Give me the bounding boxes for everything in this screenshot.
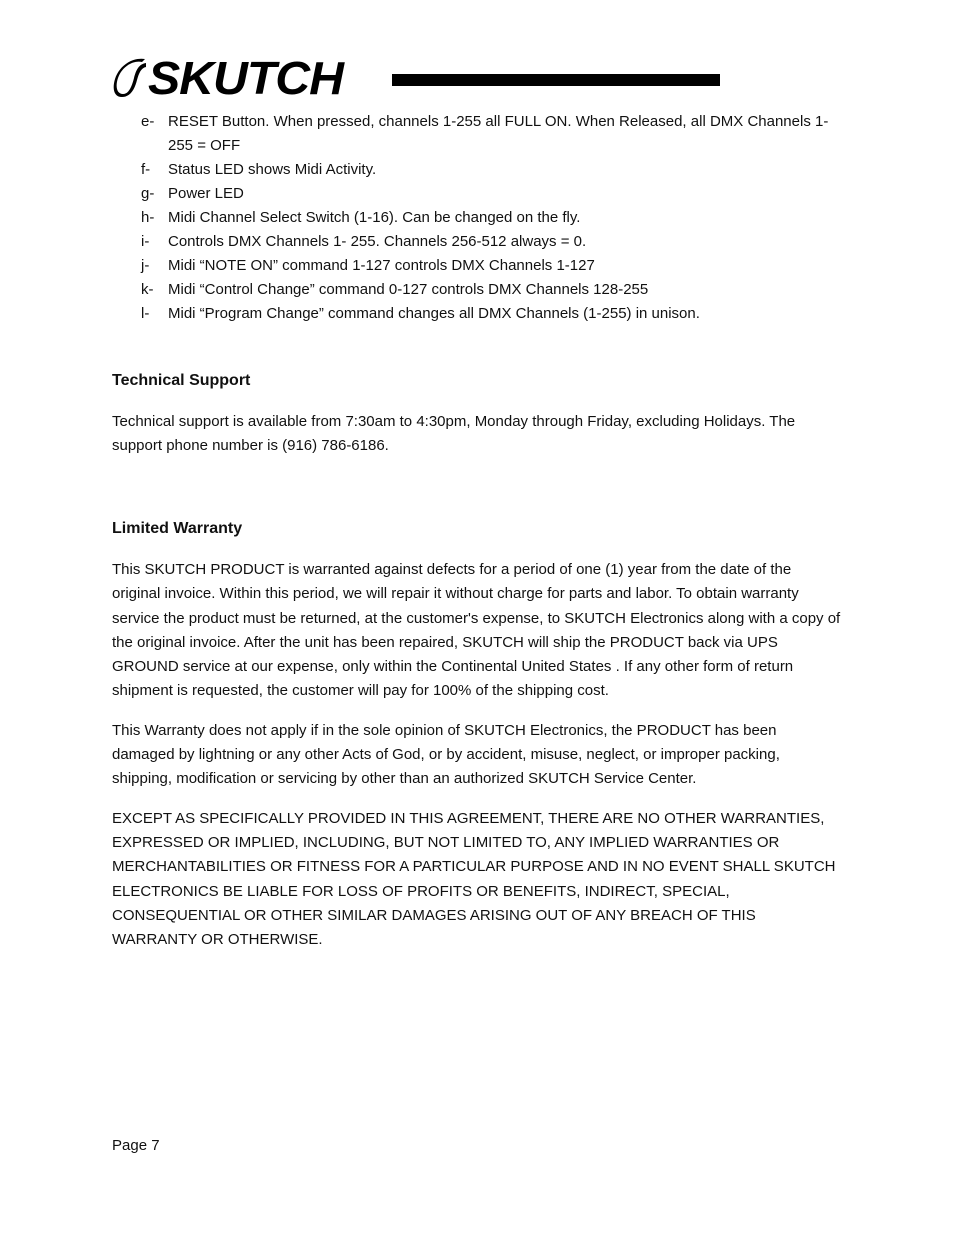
header-rule [392, 74, 720, 86]
list-text: Controls DMX Channels 1- 255. Channels 256-512 always = 0. [168, 233, 587, 250]
logo-wordmark: SKUTCH [148, 52, 343, 104]
page-content [112, 110, 842, 952]
warranty-disclaimer: EXCEPT AS SPECIFICALLY PROVIDED IN THIS AGREEMENT, THERE ARE NO OTHER WARRANTIES, EXPRESSED OR IMPLIED, INCLUDING, BUT NOT LIMITED TO, ANY IMPLIED WARRANTIES OR MERCHANTABILITIES OR FITNESS FOR A PARTICULAR PURPOSE AND IN NO EVENT SHALL SKUTCH ELECTRONICS BE LIABLE FOR LOSS OF PROFITS OR BENEFITS, INDIRECT, SPECIAL, CONSEQUENTIAL OR OTHER SIMILAR DAMAGES ARISING OUT OF ANY BREACH OF THIS WARRANTY OR OTHERWISE. [112, 809, 836, 949]
list-item [112, 206, 842, 230]
limited-warranty-heading: Limited Warranty [112, 520, 243, 537]
technical-support-heading: Technical Support [112, 372, 251, 389]
warranty-paragraph: This Warranty does not apply if in the sole opinion of SKUTCH Electronics, the PRODUCT has been damaged by lightning or any other Acts of God, or by accident, misuse, neglect, or improper packing, shipping, modification or servicing by other than an authorized SKUTCH Service Center. [112, 721, 780, 788]
list-text: Status LED shows Midi Activity. [168, 161, 377, 178]
list-item [112, 278, 842, 302]
list-marker: l- [141, 305, 150, 322]
list-marker: f- [141, 161, 151, 178]
list-text: RESET Button. When pressed, channels 1-255 all FULL ON. When Released, all DMX Channels 1-255 = OFF [168, 113, 829, 154]
list-item [112, 302, 842, 326]
list-text: Midi “Program Change” command changes all DMX Channels (1-255) in unison. [168, 305, 700, 322]
warranty-paragraph: This SKUTCH PRODUCT is warranted against defects for a period of one (1) year from the date of the original invoice. Within this period, we will repair it without charge for parts and labor. To obtain warranty service the product must be returned, at the customer's expense, to SKUTCH Electronics along with a copy of the original invoice. After the unit has been repaired, SKUTCH will ship the PRODUCT back via UPS GROUND service at our expense, only within the Continental United States . If any other form of return shipment is requested, the customer will pay for 100% of the shipping cost. [112, 561, 841, 700]
page-header [112, 52, 732, 104]
logo-swoosh-icon [112, 56, 150, 100]
list-item [112, 182, 842, 206]
list-item [112, 158, 842, 182]
list-marker: h- [141, 209, 155, 226]
list-item [112, 254, 842, 278]
list-marker: j- [141, 257, 150, 274]
skutch-logo [112, 52, 343, 104]
list-text: Midi “NOTE ON” command 1-127 controls DMX Channels 1-127 [168, 257, 595, 274]
list-text: Power LED [168, 185, 244, 202]
technical-support-text: Technical support is available from 7:30am to 4:30pm, Monday through Friday, excluding Holidays. The support phone number is (916) 786-6186. [112, 413, 796, 454]
list-marker: k- [141, 281, 154, 298]
list-item [112, 230, 842, 254]
list-marker: g- [141, 185, 155, 202]
list-item [112, 110, 842, 158]
list-marker: i- [141, 233, 150, 250]
feature-list [112, 110, 842, 326]
list-marker: e- [141, 113, 155, 130]
list-text: Midi “Control Change” command 0-127 controls DMX Channels 128-255 [168, 281, 649, 298]
page-number: Page 7 [112, 1137, 160, 1154]
list-text: Midi Channel Select Switch (1-16). Can be changed on the fly. [168, 209, 581, 226]
